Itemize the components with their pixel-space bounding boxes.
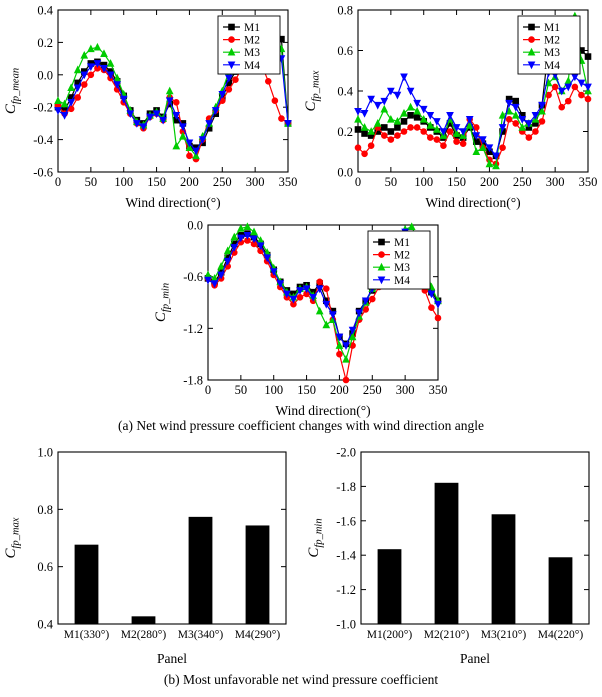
legend-label: M3	[544, 47, 560, 60]
y-tick-label: -1.2	[183, 321, 203, 336]
data-point	[272, 98, 278, 104]
bar-rect	[549, 558, 572, 624]
bar-rect	[75, 545, 98, 624]
x-tick-label: M3(210°)	[480, 629, 527, 641]
x-tick-label: 300	[245, 175, 265, 189]
data-point	[55, 108, 61, 114]
data-point	[368, 143, 374, 149]
bar-rect	[492, 515, 515, 624]
data-point	[61, 100, 67, 106]
y-tick-label: 0.8	[37, 502, 53, 517]
x-tick-label: M1(330°)	[63, 629, 110, 641]
svg-text:Cfp_min: $C_{fp\_min}$	[306, 518, 325, 558]
legend	[518, 16, 580, 74]
y-tick-label: 0.4	[37, 617, 53, 632]
y-tick-label: 0.4	[37, 3, 53, 18]
legend-label: M2	[244, 34, 260, 47]
y-tick-label: 1.0	[37, 445, 53, 460]
data-point	[427, 135, 433, 141]
x-tick-label: 0	[204, 383, 212, 397]
x-tick-label: 100	[264, 383, 284, 397]
y-tick-label: -0.4	[33, 133, 53, 148]
data-point	[401, 129, 407, 135]
cfp_min-svg	[150, 215, 450, 420]
data-point	[265, 78, 271, 84]
x-axis-label: Wind direction(°)	[275, 403, 371, 418]
data-point	[343, 356, 349, 362]
data-point	[585, 96, 591, 102]
bar-rect	[246, 526, 269, 624]
data-point	[317, 279, 323, 285]
x-tick-label: 50	[84, 175, 98, 189]
cfp_max-svg	[300, 0, 600, 212]
y-tick-label: -1.8	[183, 373, 203, 388]
cfp_mean-svg	[0, 0, 300, 212]
data-point	[579, 92, 585, 98]
y-tick-label: 0.2	[37, 35, 53, 50]
data-point	[572, 84, 578, 90]
data-point	[229, 37, 235, 43]
data-point	[421, 129, 427, 135]
x-tick-label: 50	[234, 383, 248, 397]
legend-label: M4	[244, 59, 260, 72]
data-point	[395, 133, 401, 139]
data-point	[394, 92, 400, 98]
data-point	[565, 84, 571, 90]
series-M4	[355, 70, 591, 159]
data-point	[355, 145, 361, 151]
legend-label: M4	[544, 59, 560, 72]
chart-bar-cfp-min	[303, 440, 599, 668]
chart-cfp-max	[300, 0, 600, 212]
y-tick-label: 0.0	[337, 165, 353, 180]
data-point	[414, 108, 420, 114]
data-point	[435, 315, 441, 321]
data-point	[585, 54, 591, 60]
data-point	[408, 112, 414, 118]
bar_min-svg	[303, 440, 599, 668]
svg-text:Cfp_min: $C_{fp\_min}$	[153, 282, 172, 323]
data-point	[578, 80, 584, 86]
data-point	[395, 125, 401, 131]
x-tick-label: 0	[54, 175, 62, 189]
data-point	[585, 84, 591, 90]
y-tick-label: 0.2	[337, 125, 353, 139]
data-point	[361, 110, 367, 116]
data-point	[460, 141, 466, 147]
data-point	[323, 321, 329, 327]
data-point	[81, 82, 87, 88]
data-point	[55, 97, 61, 103]
data-point	[75, 95, 81, 101]
y-tick-label: 0.8	[337, 3, 353, 18]
x-tick-label: 150	[297, 383, 316, 397]
y-tick-label: 0.0	[37, 68, 53, 83]
y-tick-label: 0.6	[337, 44, 353, 58]
data-point	[381, 133, 387, 139]
bar	[75, 545, 98, 624]
data-point	[343, 377, 349, 383]
x-tick-label: 350	[578, 175, 598, 189]
y-tick-label: -0.2	[33, 100, 53, 115]
data-point	[379, 252, 385, 258]
data-point	[75, 66, 81, 72]
data-point	[297, 294, 303, 300]
data-point	[355, 116, 361, 122]
bar-rect	[132, 617, 155, 624]
data-point	[447, 112, 453, 118]
bar-rect	[189, 517, 212, 624]
x-tick-label: 150	[447, 175, 466, 189]
data-point	[68, 84, 74, 90]
data-point	[529, 37, 535, 43]
data-point	[375, 120, 381, 126]
data-point	[559, 104, 565, 110]
x-tick-label: 100	[114, 175, 134, 189]
data-point	[552, 84, 558, 90]
chart-cfp-min	[150, 215, 450, 420]
data-point	[244, 223, 250, 229]
data-point	[337, 351, 343, 357]
caption-b: (b) Most unfavorable net wind pressure coefficient	[163, 672, 439, 687]
bar	[189, 517, 212, 624]
data-point	[330, 312, 336, 318]
y-tick-label: -1.6	[336, 514, 356, 529]
data-point	[539, 118, 545, 124]
svg-text:Cfp_max: $C_{fp\_max}$	[3, 517, 22, 559]
data-point	[435, 301, 441, 307]
y-tick-label: 0.0	[187, 218, 203, 233]
y-tick-label: 0.4	[337, 84, 353, 99]
data-point	[369, 296, 375, 302]
x-tick-label: M4(220°)	[537, 629, 584, 641]
x-tick-label: 200	[180, 175, 199, 189]
y-tick-label: -0.6	[183, 270, 203, 285]
x-tick-label: 300	[395, 383, 415, 397]
data-point	[362, 131, 368, 137]
data-point	[381, 98, 387, 104]
data-point	[379, 239, 385, 245]
data-point	[429, 305, 435, 311]
data-point	[526, 135, 532, 141]
x-tick-label: 300	[545, 175, 565, 189]
x-axis-label: Wind direction(°)	[425, 195, 521, 210]
data-point	[513, 98, 519, 104]
bar	[246, 526, 269, 624]
x-tick-label: M2(280°)	[120, 629, 167, 641]
legend-label: M1	[394, 237, 410, 249]
bar	[378, 550, 401, 624]
data-point	[513, 112, 519, 118]
data-point	[414, 125, 420, 131]
data-point	[513, 104, 519, 110]
data-point	[225, 247, 231, 253]
x-axis-label: Wind direction(°)	[125, 195, 221, 210]
data-point	[388, 137, 394, 143]
x-axis-label: Panel	[157, 651, 187, 666]
data-point	[441, 143, 447, 149]
svg-text:Cfp_max: $C_{fp\_max}$	[303, 70, 322, 112]
data-point	[434, 137, 440, 143]
bar-rect	[378, 550, 401, 624]
data-point	[187, 153, 193, 159]
x-tick-label: 250	[512, 175, 532, 189]
data-point	[408, 125, 414, 131]
x-tick-label: M4(290°)	[234, 629, 281, 641]
chart-bar-cfp-max	[0, 440, 296, 668]
y-tick-label: -0.6	[33, 165, 53, 180]
data-point	[409, 223, 415, 229]
data-point	[362, 151, 368, 157]
svg-text:Cfp_mean: $C_{fp\_mean}$	[3, 67, 22, 115]
legend-label: M3	[244, 47, 260, 60]
y-axis-label	[153, 283, 172, 322]
data-point	[533, 129, 539, 135]
y-tick-label: -1.0	[336, 617, 356, 632]
x-tick-label: 200	[480, 175, 499, 189]
y-tick-label: -1.8	[336, 479, 356, 494]
data-point	[447, 129, 453, 135]
data-point	[375, 102, 381, 108]
data-point	[388, 129, 394, 135]
data-point	[173, 99, 179, 105]
data-point	[355, 127, 361, 133]
x-tick-label: M2(210°)	[423, 629, 470, 641]
data-point	[167, 88, 173, 94]
data-point	[407, 104, 413, 110]
bar_max-svg	[0, 440, 296, 668]
legend-label: M2	[394, 249, 410, 262]
data-point	[506, 116, 512, 122]
x-tick-label: 50	[384, 175, 398, 189]
caption-a: (a) Net wind pressure coefficient changes with wind direction angle	[118, 418, 484, 433]
data-point	[381, 125, 387, 131]
data-point	[565, 98, 571, 104]
data-point	[454, 139, 460, 145]
legend-label: M1	[244, 22, 260, 34]
x-tick-label: 350	[428, 383, 448, 397]
x-tick-label: 0	[354, 175, 362, 189]
data-point	[407, 88, 413, 94]
data-point	[401, 118, 407, 124]
data-point	[317, 308, 323, 314]
x-axis-label: Panel	[460, 651, 490, 666]
data-point	[226, 86, 232, 92]
x-tick-label: 250	[212, 175, 232, 189]
x-tick-label: 200	[330, 383, 349, 397]
x-tick-label: 350	[278, 175, 298, 189]
y-axis-label	[3, 517, 22, 558]
data-point	[500, 145, 506, 151]
x-tick-label: M1(200°)	[366, 629, 413, 641]
data-point	[88, 72, 94, 78]
x-tick-label: 150	[147, 175, 166, 189]
y-tick-label: -2.0	[336, 445, 356, 460]
data-point	[381, 106, 387, 112]
legend-label: M1	[544, 22, 560, 34]
data-point	[519, 124, 525, 130]
data-point	[529, 24, 535, 30]
bar	[132, 617, 155, 624]
bar	[435, 483, 458, 624]
y-axis-label	[306, 518, 325, 557]
data-point	[323, 286, 329, 292]
x-tick-label: 250	[362, 383, 382, 397]
data-point	[473, 148, 479, 154]
y-tick-label: -1.2	[336, 583, 356, 598]
y-tick-label: -1.4	[336, 548, 356, 563]
chart-cfp-mean	[0, 0, 300, 212]
legend-label: M2	[544, 34, 560, 47]
y-axis-label	[303, 70, 322, 111]
data-point	[513, 121, 519, 127]
data-point	[233, 77, 239, 83]
legend	[218, 16, 280, 74]
legend	[368, 231, 430, 289]
data-point	[251, 228, 257, 234]
y-tick-label: 0.6	[37, 560, 53, 575]
x-tick-label: 100	[414, 175, 434, 189]
data-point	[94, 44, 100, 50]
data-point	[279, 116, 285, 122]
data-point	[414, 114, 420, 120]
data-point	[506, 100, 512, 106]
bar	[549, 558, 572, 624]
legend-label: M3	[394, 262, 410, 275]
legend-label: M4	[394, 274, 410, 287]
bar-rect	[435, 483, 458, 624]
x-tick-label: M3(340°)	[177, 629, 224, 641]
data-point	[229, 24, 235, 30]
bar	[492, 515, 515, 624]
y-axis-label	[3, 68, 22, 114]
data-point	[401, 74, 407, 80]
